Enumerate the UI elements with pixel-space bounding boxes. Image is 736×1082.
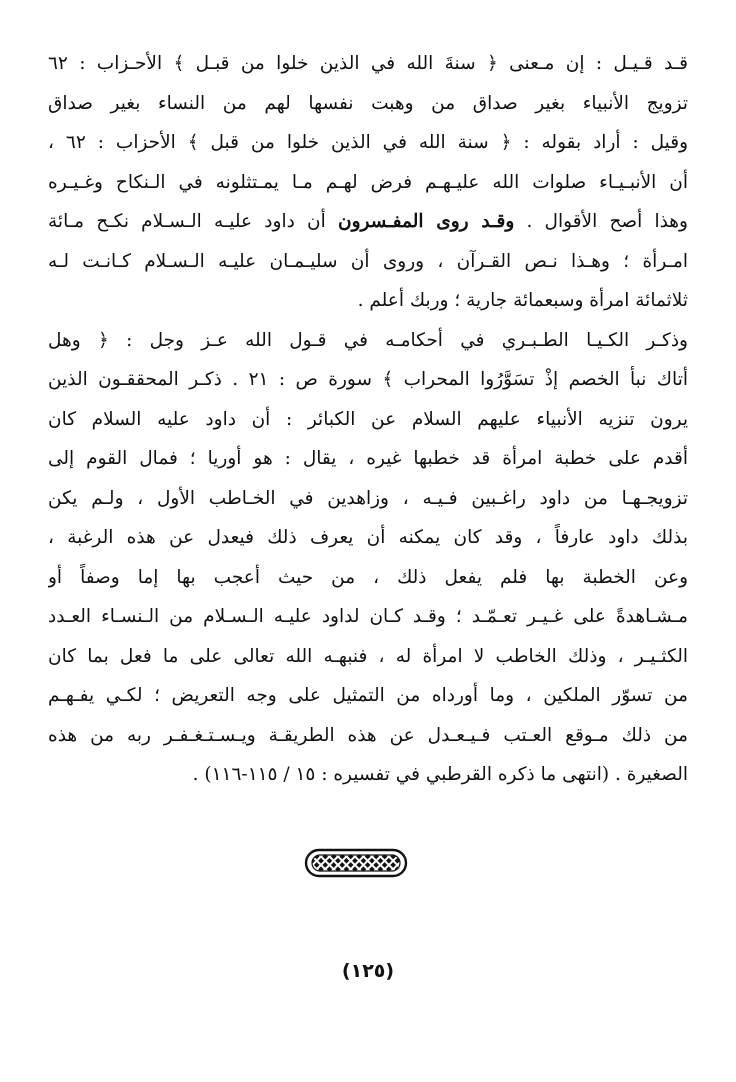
text-line-5-start: وهذا أصح الأقوال . xyxy=(514,211,688,232)
body-text xyxy=(48,44,688,795)
text-line-10: يرون تنزيه الأنبياء عليهم السلام عن الكبائر : أن داود عليه السلام كان xyxy=(48,408,688,430)
text-line-4: أن الأنبـيـاء صلوات الله عليـهـم فرض لهـم مـا يمـتثلونه في الـنكاح وغـيـره xyxy=(48,171,688,193)
text-line-18: من ذلك مـوقع العـتب فـيـعـدل عن هذه الطريقـة ويـسـتـغـفـر ربه من هذه xyxy=(48,724,688,746)
text-line-6: امـرأة ؛ وهـذا نـص القـرآن ، وروى أن سليـمـان عليـه الـسـلام كـانـت لـه xyxy=(48,250,688,272)
bold-phrase: وقـد روى المفـسرون xyxy=(337,211,515,232)
text-line-19: الصغيرة . (انتهى ما ذكره القرطبي في تفسيره : ١٥ / ١١٥-١١٦) . xyxy=(192,764,688,785)
text-line-3: وقيل : أراد بقوله : ﴿ سنة الله في الذين خلوا من قبل ﴾ الأحزاب : ٦٢ ، xyxy=(48,132,688,153)
text-line-12: تزويجـهـا من داود راغـبين فـيـه ، وزاهدين في الخـاطب الأول ، ولـم يكن xyxy=(48,487,688,509)
text-line-5-end: أن داود عليـه الـسـلام نكـح مـائة xyxy=(48,211,338,232)
page-number: (١٢٥) xyxy=(341,960,395,982)
text-line-14: وعن الخطبة بها فلم يفعل ذلك ، من حيث أعجب بها إما وصفاً أو xyxy=(48,566,688,588)
text-line-7: ثلاثمائة امرأة وسبعمائة جارية ؛ وربك أعلم . xyxy=(357,290,688,311)
text-line-1: قـد قـيـل : إن مـعنى ﴿ سنةَ الله في الذين خلوا من قبـل ﴾ الأحـزاب : ٦٢ xyxy=(48,53,688,74)
text-line-13: بذلك داود عارفاً ، وقد كان يمكنه أن يعرف ذلك فيعدل عن هذه الرغبة ، xyxy=(48,527,688,548)
text-line-2: تزويج الأنبياء بغير صداق من وهبت نفسها لهم من النساء بغير صداق xyxy=(48,92,688,114)
ornament-divider-icon xyxy=(304,848,408,878)
text-line-5 xyxy=(48,202,688,242)
text-line-15: مـشـاهدةً على غـيـر تعـمّـد ؛ وقـد كـان لداود عليـه الـسـلام من الـنسـاء العـدد xyxy=(48,606,688,627)
text-line-11: أقدم على خطبة امرأة قد خطبها غيره ، يقال : هو أوريا ؛ فمال القوم إلى xyxy=(48,448,688,469)
text-line-16: الكثـيـر ، وذلك الخاطب لا امرأة له ، فنبهـه الله تعالى على ما فعل بما كان xyxy=(48,645,688,667)
text-line-9: أتاك نبأ الخصم إذْ تسَوَّرُوا المحراب ﴾ سورة ص : ٢١ . ذكـر المحققـون الذين xyxy=(48,369,688,390)
text-line-17: من تسوّر الملكين ، وما أورداه من التمثيل على وجه التعريض ؛ لكـي يفـهـم xyxy=(48,685,688,706)
text-line-8: وذكـر الكـيـا الطـبـري في أحكامـه في قـول الله عـز وجل : ﴿ وهل xyxy=(48,329,688,351)
